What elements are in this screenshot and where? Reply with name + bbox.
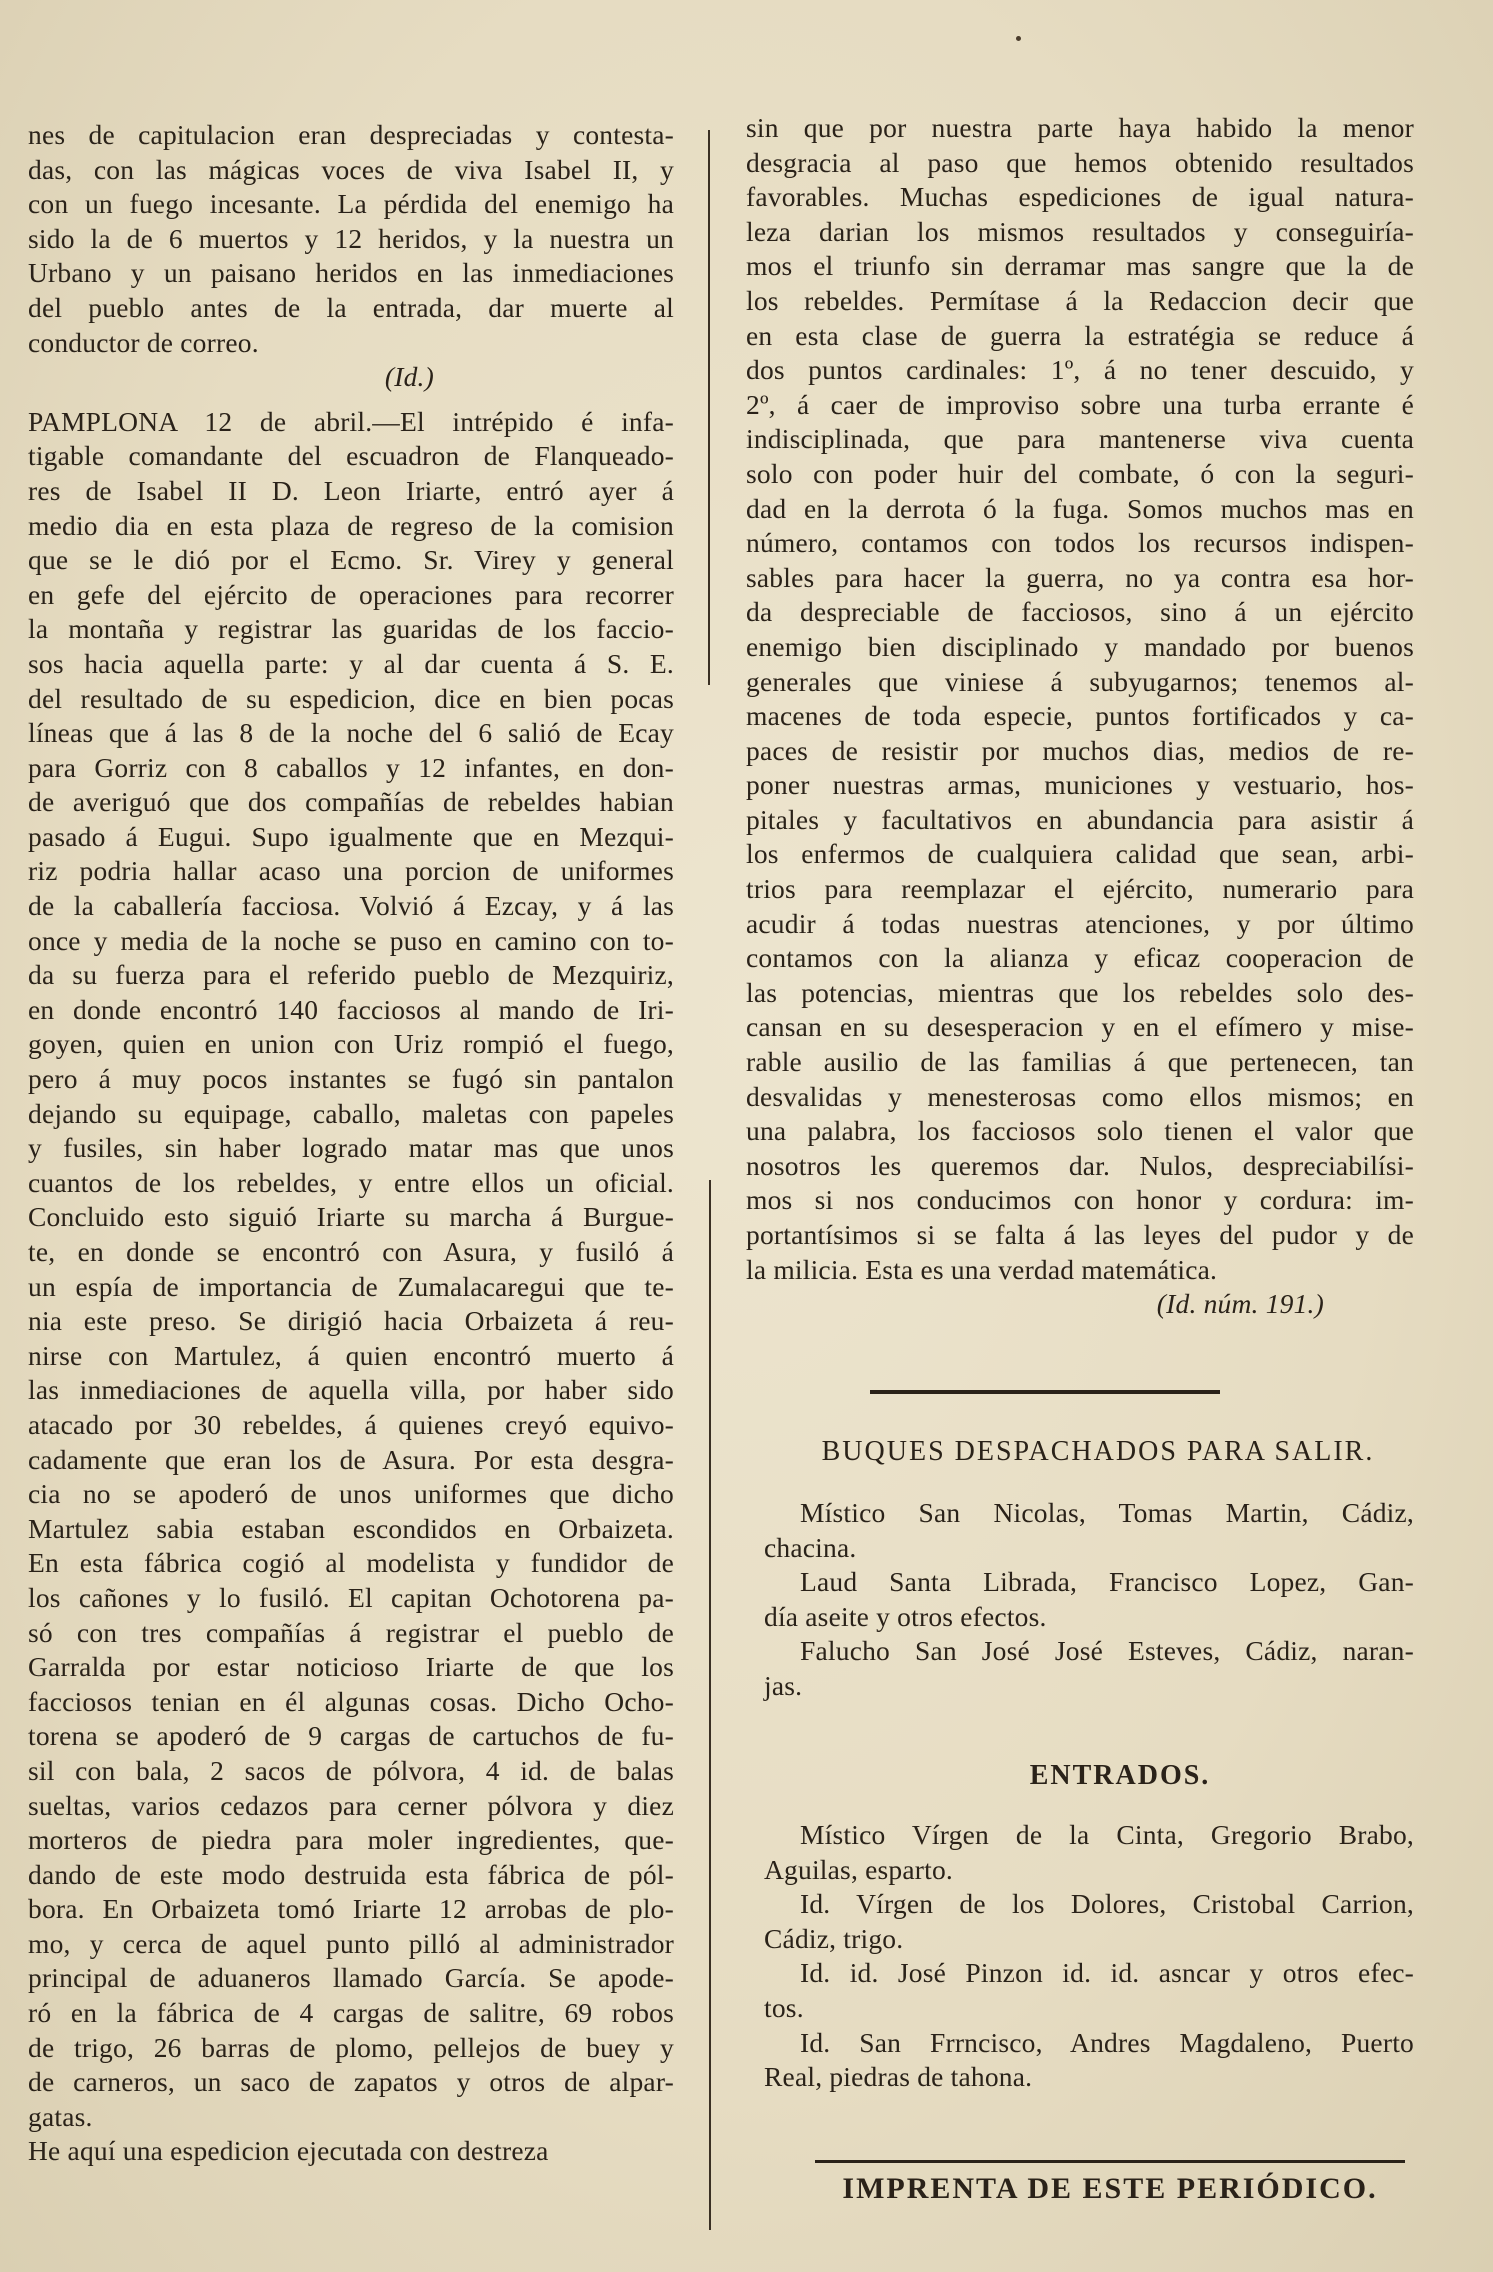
text-line: principal de aduaneros llamado García. Se apode- bbox=[28, 1962, 674, 1994]
text-line: los cañones y lo fusiló. El capitan Ochotorena pa- bbox=[28, 1581, 674, 1613]
text-line: para Gorriz con 8 caballos y 12 infantes, en don- bbox=[28, 751, 674, 783]
text-line: en gefe del ejército de operaciones para recorrer bbox=[28, 578, 674, 610]
text-line: del pueblo antes de la entrada, dar muerte al bbox=[28, 291, 674, 323]
text-line: sables para hacer la guerra, no ya contra esa hor- bbox=[746, 561, 1414, 593]
text-line: de carneros, un saco de zapatos y otros de alpar- bbox=[28, 2066, 674, 2098]
ship-entry bbox=[764, 1956, 1414, 2025]
column-divider-lower bbox=[709, 1180, 711, 2230]
text-line: generales que viniese á subyugarnos; tenemos al- bbox=[746, 665, 1414, 697]
entry-line: Cádiz, trigo. bbox=[764, 1922, 904, 1954]
text-line: favorables. Muchas espediciones de igual natura- bbox=[746, 181, 1414, 213]
entry-line: Falucho San José José Esteves, Cádiz, naran- bbox=[800, 1635, 1414, 1667]
text-line: 2º, á caer de improviso sobre una turba errante é bbox=[746, 388, 1414, 420]
text-line: tigable comandante del escuadron de Flanqueado- bbox=[28, 440, 674, 472]
text-line: pitales y facultativos en abundancia para asistir á bbox=[746, 803, 1414, 835]
column-divider bbox=[708, 130, 710, 685]
text-line: portantísimos si se falta á las leyes del pudor y de bbox=[746, 1219, 1414, 1250]
text-line: morteros de piedra para moler ingredientes, que- bbox=[28, 1824, 674, 1856]
text-line: cia no se apoderó de unos uniformes que dicho bbox=[28, 1478, 674, 1510]
text-line: de la caballería facciosa. Volvió á Ezcay, y á las bbox=[28, 890, 674, 922]
text-line: facciosos tenian en él algunas cosas. Dicho Ocho- bbox=[28, 1685, 674, 1717]
text-line: cadamente que eran los de Asura. Por esta desgra- bbox=[28, 1443, 674, 1475]
text-line: trios para reemplazar el ejército, numerario para bbox=[746, 873, 1414, 905]
text-line: acudir á todas nuestras atenciones, y por último bbox=[746, 907, 1414, 939]
text-line: He aquí una espedicion ejecutada con destreza bbox=[28, 2135, 549, 2167]
text-line: con un fuego incesante. La pérdida del enemigo ha bbox=[28, 188, 674, 220]
text-line: En esta fábrica cogió al modelista y fundidor de bbox=[28, 1547, 674, 1579]
text-line: paces de resistir por muchos dias, medios de re- bbox=[746, 734, 1414, 766]
entry-line: tos. bbox=[764, 1991, 804, 2023]
text-line: res de Isabel II D. Leon Iriarte, entró ayer á bbox=[28, 474, 674, 506]
text-line: Concluido esto siguió Iriarte su marcha á Burgue- bbox=[28, 1201, 674, 1233]
text-line: sil con bala, 2 sacos de pólvora, 4 id. de balas bbox=[28, 1754, 674, 1786]
text-line: la milicia. Esta es una verdad matemática. bbox=[746, 1253, 1218, 1285]
entry-line: Id. San Frrncisco, Andres Magdaleno, Puerto bbox=[800, 2026, 1414, 2058]
text-line: bora. En Orbaizeta tomó Iriarte 12 arrobas de plo- bbox=[28, 1893, 674, 1925]
text-line: Urbano y un paisano heridos en las inmediaciones bbox=[28, 257, 674, 289]
text-line: poner nuestras armas, municiones y vestuario, hos- bbox=[746, 769, 1414, 801]
text-line: enemigo bien disciplinado y mandado por buenos bbox=[746, 630, 1414, 662]
text-line: gatas. bbox=[28, 2100, 93, 2132]
text-line: la montaña y registrar las guaridas de los faccio- bbox=[28, 613, 674, 645]
text-line: dad en la derrota ó la fuga. Somos muchos mas en bbox=[746, 492, 1414, 524]
ink-speck bbox=[1016, 36, 1021, 41]
left-column bbox=[28, 118, 674, 2169]
text-line: desvalidas y menesterosas como ellos mismos; en bbox=[746, 1080, 1414, 1112]
entry-line: Aguilas, esparto. bbox=[764, 1853, 953, 1885]
text-line: las potencias, mientras que los rebeldes solo des- bbox=[746, 976, 1414, 1008]
text-line: una palabra, los facciosos solo tienen el valor que bbox=[746, 1115, 1414, 1147]
text-line: sueltas, varios cedazos para cerner pólvora y diez bbox=[28, 1789, 674, 1821]
text-line: macenes de toda especie, puntos fortificados y ca- bbox=[746, 700, 1414, 732]
footer-rule bbox=[815, 2160, 1405, 2163]
ship-entry bbox=[764, 2026, 1414, 2095]
text-line: un espía de importancia de Zumalacaregui que te- bbox=[28, 1270, 674, 1302]
text-line: atacado por 30 rebeldes, á quienes creyó equivo- bbox=[28, 1408, 674, 1440]
text-line: da su fuerza para el referido pueblo de Mezquiriz, bbox=[28, 959, 674, 991]
text-line: nirse con Martulez, á quien encontró muerto á bbox=[28, 1339, 674, 1371]
text-line: PAMPLONA 12 de abril.—El intrépido é infa- bbox=[28, 405, 674, 437]
source-attribution-num: (Id. núm. 191.) bbox=[1156, 1288, 1324, 1320]
text-line: sos hacia aquella parte: y al dar cuenta á S. E. bbox=[28, 647, 674, 679]
text-line: los rebeldes. Permítase á la Redaccion decir que bbox=[746, 284, 1414, 316]
text-line: riz podria hallar acaso una porcion de uniformes bbox=[28, 855, 674, 887]
text-line: dos puntos cardinales: 1º, á no tener descuido, y bbox=[746, 354, 1414, 386]
text-line: los enfermos de cualquiera calidad que sean, arbi- bbox=[746, 838, 1414, 870]
text-line: nes de capitulacion eran despreciadas y contesta- bbox=[28, 119, 674, 150]
text-line: de averiguó que dos compañías de rebeldes habian bbox=[28, 786, 674, 818]
ship-entry bbox=[764, 1634, 1414, 1703]
text-line: cuantos de los rebeldes, y entre ellos un oficial. bbox=[28, 1166, 674, 1198]
text-line: indisciplinada, que para mantenerse viva cuenta bbox=[746, 423, 1414, 455]
text-line: dejando su equipage, caballo, maletas con papeles bbox=[28, 1097, 674, 1129]
text-line: en esta clase de guerra la estratégia se reduce á bbox=[746, 319, 1414, 351]
entry-line: Real, piedras de tahona. bbox=[764, 2061, 1033, 2093]
entry-line: Id. id. José Pinzon id. id. asncar y otros efec- bbox=[800, 1957, 1414, 1989]
text-line: Martulez sabia estaban escondidos en Orbaizeta. bbox=[28, 1512, 674, 1544]
text-line: once y media de la noche se puso en camino con to- bbox=[28, 924, 674, 956]
text-line: en donde encontró 140 facciosos al mando de Iri- bbox=[28, 993, 674, 1025]
text-line: y fusiles, sin haber logrado matar mas que unos bbox=[28, 1132, 674, 1164]
text-line: número, contamos con todos los recursos indispen- bbox=[746, 527, 1414, 559]
ship-entry bbox=[764, 1887, 1414, 1956]
news-paragraph-pamplona bbox=[28, 405, 674, 2169]
text-line: nia este preso. Se dirigió hacia Orbaizeta á reu- bbox=[28, 1305, 674, 1337]
text-line: de trigo, 26 barras de plomo, pellejos de buey y bbox=[28, 2031, 674, 2063]
text-line: las inmediaciones de aquella villa, por haber sido bbox=[28, 1374, 674, 1406]
text-line: Garralda por estar noticioso Iriarte de que los bbox=[28, 1651, 674, 1683]
text-line: das, con las mágicas voces de viva Isabel II, y bbox=[28, 153, 674, 185]
text-line: del resultado de su espedicion, dice en bien pocas bbox=[28, 682, 674, 714]
text-line: torena se apoderó de 9 cargas de cartuchos de fu- bbox=[28, 1720, 674, 1752]
section-rule bbox=[870, 1390, 1220, 1394]
text-line: mo, y cerca de aquel punto pilló al administrador bbox=[28, 1927, 674, 1959]
text-line: mos si nos conducimos con honor y cordura: im- bbox=[746, 1184, 1414, 1216]
ship-entry bbox=[764, 1818, 1414, 1887]
text-line: ró en la fábrica de 4 cargas de salitre, 69 robos bbox=[28, 1997, 674, 2029]
text-line: só con tres compañías á registrar el pueblo de bbox=[28, 1616, 674, 1648]
text-line: dando de este modo destruida esta fábrica de pól- bbox=[28, 1858, 674, 1890]
text-line: sido la de 6 muertos y 12 heridos, y la nuestra un bbox=[28, 222, 674, 254]
text-line: líneas que á las 8 de la noche del 6 salió de Ecay bbox=[28, 717, 674, 749]
entrados-heading: ENTRADOS. bbox=[1029, 1760, 1211, 1791]
text-line: pasado á Eugui. Supo igualmente que en Mezqui- bbox=[28, 820, 674, 852]
news-paragraph-1 bbox=[28, 118, 674, 360]
text-line: sin que por nuestra parte haya habido la menor bbox=[746, 112, 1414, 143]
source-attribution: (Id.) bbox=[384, 361, 434, 393]
ship-entry bbox=[764, 1565, 1414, 1634]
entry-line: chacina. bbox=[764, 1531, 857, 1563]
entry-line: Laud Santa Librada, Francisco Lopez, Gan- bbox=[800, 1566, 1414, 1598]
entry-line: jas. bbox=[764, 1669, 803, 1701]
text-line: nosotros les queremos dar. Nulos, despreciabilísi- bbox=[746, 1149, 1414, 1181]
text-line: medio dia en esta plaza de regreso de la comision bbox=[28, 509, 674, 541]
entry-line: Místico Vírgen de la Cinta, Gregorio Brabo, bbox=[800, 1819, 1414, 1850]
entry-line: día aseite y otros efectos. bbox=[764, 1600, 1047, 1632]
news-paragraph-continuation bbox=[746, 111, 1414, 1287]
right-column bbox=[746, 111, 1414, 1322]
text-line: desgracia al paso que hemos obtenido resultados bbox=[746, 146, 1414, 178]
buques-heading: BUQUES DESPACHADOS PARA SALIR. bbox=[821, 1436, 1375, 1467]
text-line: leza darian los mismos resultados y conseguiría- bbox=[746, 215, 1414, 247]
buques-list bbox=[764, 1496, 1414, 1704]
ship-entry bbox=[764, 1496, 1414, 1565]
entry-line: Id. Vírgen de los Dolores, Cristobal Carrion, bbox=[800, 1888, 1414, 1920]
imprenta-footer: IMPRENTA DE ESTE PERIÓDICO. bbox=[842, 2172, 1378, 2205]
text-line: pero á muy pocos instantes se fugó sin pantalon bbox=[28, 1063, 674, 1095]
text-line: da despreciable de facciosos, sino á un ejército bbox=[746, 596, 1414, 628]
entrados-list bbox=[764, 1818, 1414, 2095]
text-line: contamos con la alianza y eficaz cooperacion de bbox=[746, 942, 1414, 974]
text-line: goyen, quien en union con Uriz rompió el fuego, bbox=[28, 1028, 674, 1060]
text-line: solo con poder huir del combate, ó con la seguri- bbox=[746, 457, 1414, 489]
text-line: te, en donde se encontró con Asura, y fusiló á bbox=[28, 1236, 674, 1267]
text-line: rable ausilio de las familias á que pertenecen, tan bbox=[746, 1046, 1414, 1078]
text-line: cansan en su desesperacion y en el efímero y mise- bbox=[746, 1011, 1414, 1043]
text-line: conductor de correo. bbox=[28, 326, 259, 358]
text-line: que se le dió por el Ecmo. Sr. Virey y general bbox=[28, 544, 674, 576]
entry-line: Místico San Nicolas, Tomas Martin, Cádiz, bbox=[800, 1497, 1414, 1528]
text-line: mos el triunfo sin derramar mas sangre que la de bbox=[746, 250, 1414, 282]
